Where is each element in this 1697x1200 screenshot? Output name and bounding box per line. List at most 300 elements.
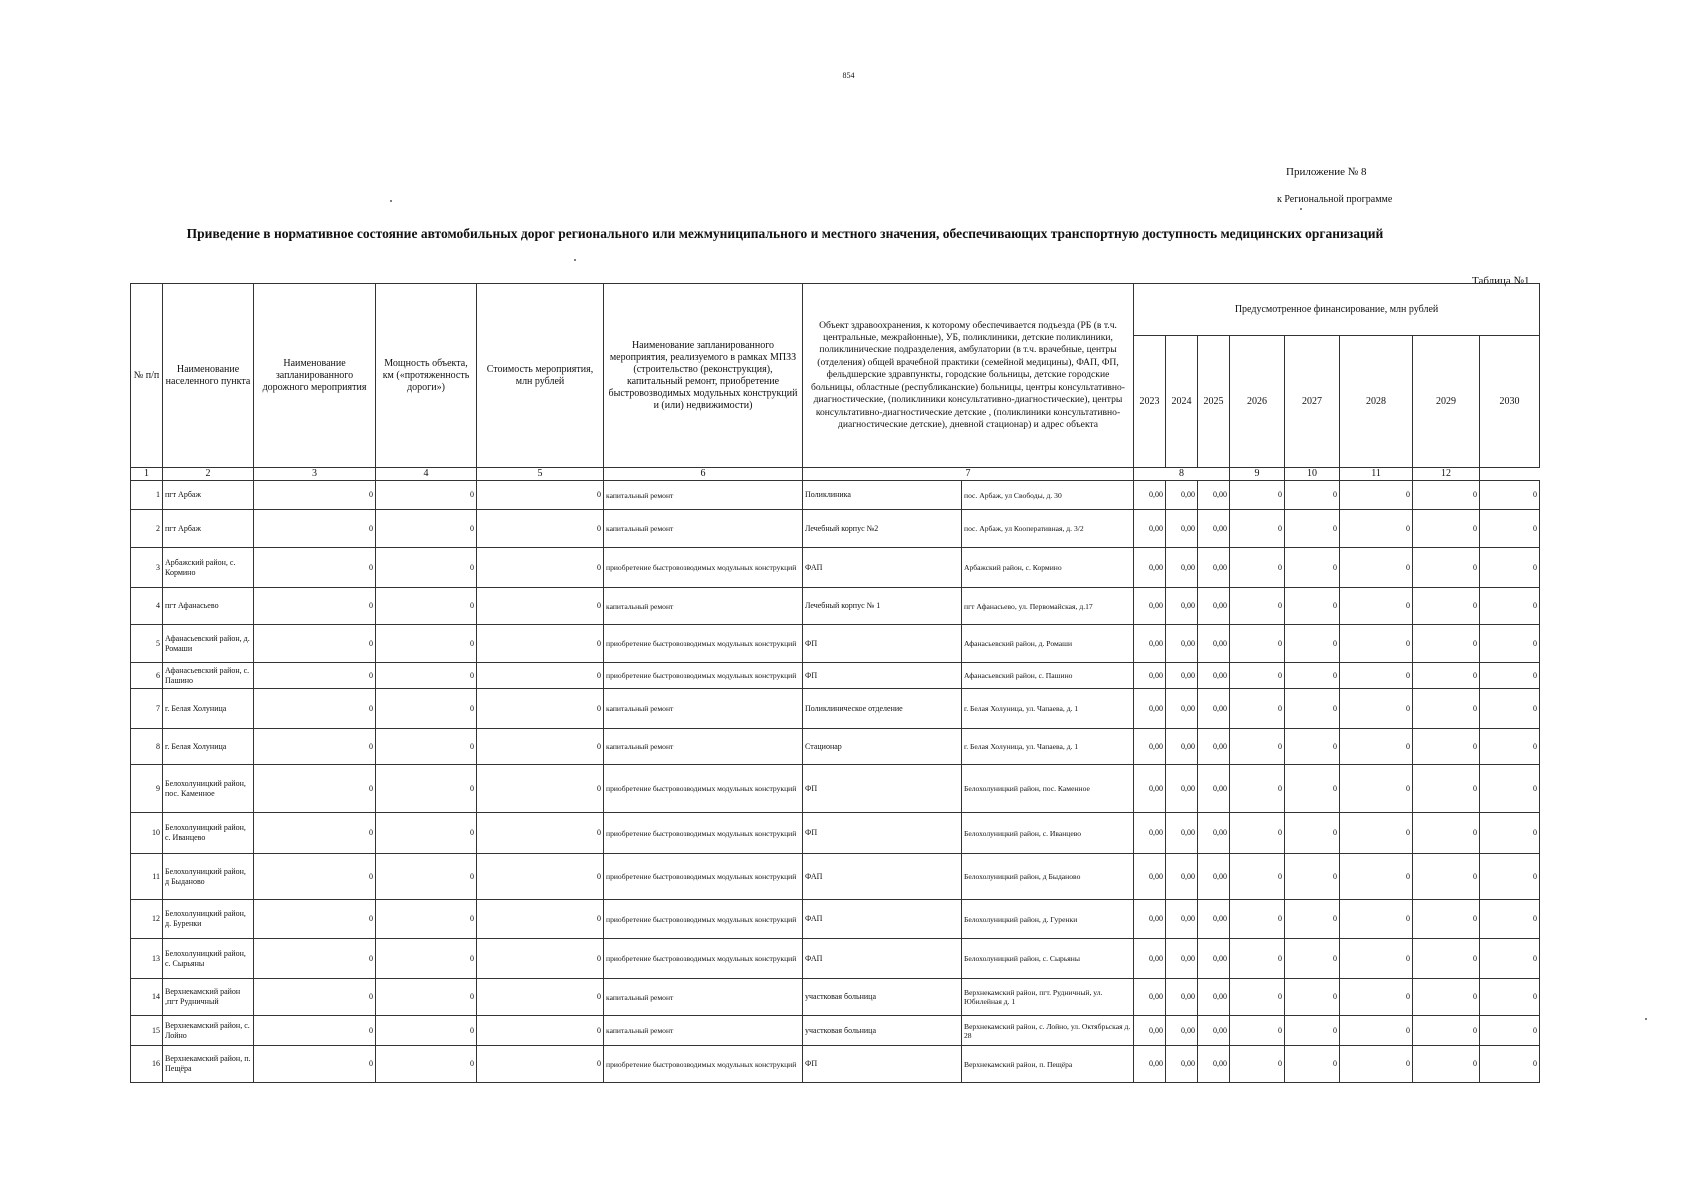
- financing-2023-cell: 0,00: [1134, 510, 1166, 548]
- settlement-cell: Верхнекамский район, п. Пещёра: [163, 1046, 254, 1083]
- financing-2028-cell: 0: [1340, 588, 1413, 625]
- financing-2024-cell: 0,00: [1166, 548, 1198, 588]
- mpzz-event-cell: приобретение быстровозводимых модульных конструкций: [604, 813, 803, 854]
- financing-2023-cell: 0,00: [1134, 481, 1166, 510]
- header-capacity: Мощность объекта, км («протяженность дороги»): [376, 284, 477, 468]
- financing-2028-cell: 0: [1340, 510, 1413, 548]
- scan-speck: [1645, 1018, 1647, 1020]
- road-event-cell: 0: [254, 854, 376, 900]
- cost-cell: 0: [477, 689, 604, 729]
- health-object-cell: Стационар: [803, 729, 962, 765]
- financing-2024-cell: 0,00: [1166, 900, 1198, 939]
- settlement-cell: г. Белая Холуница: [163, 729, 254, 765]
- column-number: 4: [376, 468, 477, 481]
- financing-2023-cell: 0,00: [1134, 588, 1166, 625]
- cost-cell: 0: [477, 1016, 604, 1046]
- cost-cell: 0: [477, 765, 604, 813]
- row-number: 10: [131, 813, 163, 854]
- mpzz-event-cell: капитальный ремонт: [604, 729, 803, 765]
- health-object-cell: ФАП: [803, 939, 962, 979]
- cost-cell: 0: [477, 813, 604, 854]
- address-cell: пос. Арбаж, ул Кооперативная, д. 3/2: [962, 510, 1134, 548]
- capacity-cell: 0: [376, 481, 477, 510]
- header-year: 2025: [1198, 336, 1230, 468]
- address-cell: Арбажский район, с. Кормино: [962, 548, 1134, 588]
- financing-2028-cell: 0: [1340, 854, 1413, 900]
- financing-2026-cell: 0: [1230, 1046, 1285, 1083]
- financing-2030-cell: 0: [1480, 979, 1540, 1016]
- financing-2029-cell: 0: [1413, 663, 1480, 689]
- column-number: 2: [163, 468, 254, 481]
- header-health-object: Объект здравоохранения, к которому обеспечивается подъезда (РБ (в т.ч. центральные, межрайонные), УБ, поликлиники, детские поликлиники, поликлинические подразделения, амбулатории (в т.ч. врачебные, центры (отделения) общей врачебной практики (семейной медицины), ФАП, ФП, фельдшерские здравпункты, городские больницы, детские городские больницы, областные (республиканские) больницы, центры консультативно-диагностические, (поликлиники консультативно-диагностические), центры консультативно-диагностические детские , (поликлиники консультативно-диагностические детские), дневной стационар) и адрес объекта: [803, 284, 1134, 468]
- financing-2026-cell: 0: [1230, 729, 1285, 765]
- financing-2025-cell: 0,00: [1198, 900, 1230, 939]
- table-body: [131, 481, 1540, 1083]
- financing-2030-cell: 0: [1480, 510, 1540, 548]
- financing-2028-cell: 0: [1340, 548, 1413, 588]
- financing-2029-cell: 0: [1413, 1016, 1480, 1046]
- header-year: 2029: [1413, 336, 1480, 468]
- financing-2030-cell: 0: [1480, 854, 1540, 900]
- financing-2025-cell: 0,00: [1198, 1046, 1230, 1083]
- health-object-cell: ФП: [803, 663, 962, 689]
- row-number: 13: [131, 939, 163, 979]
- settlement-cell: Белохолуницкий район, д. Буренки: [163, 900, 254, 939]
- table-row: [131, 689, 1540, 729]
- financing-2024-cell: 0,00: [1166, 813, 1198, 854]
- mpzz-event-cell: приобретение быстровозводимых модульных конструкций: [604, 900, 803, 939]
- mpzz-event-cell: приобретение быстровозводимых модульных конструкций: [604, 765, 803, 813]
- financing-2023-cell: 0,00: [1134, 854, 1166, 900]
- header-financing: Предусмотренное финансирование, млн рублей: [1134, 284, 1540, 336]
- capacity-cell: 0: [376, 548, 477, 588]
- cost-cell: 0: [477, 663, 604, 689]
- appendix-subtitle: к Региональной программе: [1277, 194, 1393, 205]
- financing-2024-cell: 0,00: [1166, 939, 1198, 979]
- health-object-cell: ФП: [803, 765, 962, 813]
- capacity-cell: 0: [376, 588, 477, 625]
- health-object-cell: ФП: [803, 625, 962, 663]
- financing-2026-cell: 0: [1230, 625, 1285, 663]
- financing-2028-cell: 0: [1340, 813, 1413, 854]
- road-event-cell: 0: [254, 729, 376, 765]
- cost-cell: 0: [477, 979, 604, 1016]
- health-object-cell: ФАП: [803, 854, 962, 900]
- column-number: 6: [604, 468, 803, 481]
- financing-2024-cell: 0,00: [1166, 854, 1198, 900]
- financing-2026-cell: 0: [1230, 979, 1285, 1016]
- mpzz-event-cell: приобретение быстровозводимых модульных конструкций: [604, 663, 803, 689]
- mpzz-event-cell: приобретение быстровозводимых модульных конструкций: [604, 1046, 803, 1083]
- header-year: 2027: [1285, 336, 1340, 468]
- cost-cell: 0: [477, 900, 604, 939]
- financing-2026-cell: 0: [1230, 939, 1285, 979]
- row-number: 7: [131, 689, 163, 729]
- settlement-cell: г. Белая Холуница: [163, 689, 254, 729]
- financing-2028-cell: 0: [1340, 1046, 1413, 1083]
- table-row: [131, 939, 1540, 979]
- financing-2030-cell: 0: [1480, 813, 1540, 854]
- financing-2024-cell: 0,00: [1166, 625, 1198, 663]
- scan-speck: [574, 259, 576, 261]
- financing-2027-cell: 0: [1285, 663, 1340, 689]
- header-year: 2028: [1340, 336, 1413, 468]
- financing-2028-cell: 0: [1340, 689, 1413, 729]
- row-number: 8: [131, 729, 163, 765]
- financing-2023-cell: 0,00: [1134, 625, 1166, 663]
- settlement-cell: Афанасьевский район, с. Пашино: [163, 663, 254, 689]
- capacity-cell: 0: [376, 939, 477, 979]
- mpzz-event-cell: приобретение быстровозводимых модульных конструкций: [604, 939, 803, 979]
- financing-2030-cell: 0: [1480, 939, 1540, 979]
- cost-cell: 0: [477, 1046, 604, 1083]
- financing-2027-cell: 0: [1285, 548, 1340, 588]
- column-number: 9: [1230, 468, 1285, 481]
- table-label: Таблица №1: [1472, 275, 1530, 287]
- column-number: 10: [1285, 468, 1340, 481]
- financing-2030-cell: 0: [1480, 663, 1540, 689]
- financing-2025-cell: 0,00: [1198, 689, 1230, 729]
- financing-2026-cell: 0: [1230, 900, 1285, 939]
- mpzz-event-cell: приобретение быстровозводимых модульных конструкций: [604, 548, 803, 588]
- financing-2025-cell: 0,00: [1198, 548, 1230, 588]
- mpzz-event-cell: капитальный ремонт: [604, 689, 803, 729]
- table-row: [131, 588, 1540, 625]
- address-cell: г. Белая Холуница, ул. Чапаева, д. 1: [962, 689, 1134, 729]
- capacity-cell: 0: [376, 900, 477, 939]
- settlement-cell: Арбажский район, с. Кормино: [163, 548, 254, 588]
- road-event-cell: 0: [254, 979, 376, 1016]
- table-row: [131, 1046, 1540, 1083]
- health-object-cell: Поликлиника: [803, 481, 962, 510]
- road-event-cell: 0: [254, 813, 376, 854]
- financing-2030-cell: 0: [1480, 548, 1540, 588]
- address-cell: Афанасьевский район, с. Пашино: [962, 663, 1134, 689]
- row-number: 1: [131, 481, 163, 510]
- financing-2029-cell: 0: [1413, 900, 1480, 939]
- financing-2030-cell: 0: [1480, 1046, 1540, 1083]
- road-event-cell: 0: [254, 765, 376, 813]
- mpzz-event-cell: приобретение быстровозводимых модульных конструкций: [604, 854, 803, 900]
- financing-2025-cell: 0,00: [1198, 765, 1230, 813]
- header-year: 2030: [1480, 336, 1540, 468]
- row-number: 3: [131, 548, 163, 588]
- road-event-cell: 0: [254, 481, 376, 510]
- financing-2024-cell: 0,00: [1166, 588, 1198, 625]
- road-event-cell: 0: [254, 1016, 376, 1046]
- financing-2024-cell: 0,00: [1166, 510, 1198, 548]
- settlement-cell: Белохолуницкий район, с. Сырьяны: [163, 939, 254, 979]
- road-event-cell: 0: [254, 900, 376, 939]
- financing-2023-cell: 0,00: [1134, 900, 1166, 939]
- mpzz-event-cell: капитальный ремонт: [604, 1016, 803, 1046]
- row-number: 11: [131, 854, 163, 900]
- road-event-cell: 0: [254, 663, 376, 689]
- financing-2028-cell: 0: [1340, 663, 1413, 689]
- column-number-row: [131, 468, 1540, 481]
- column-number: 12: [1413, 468, 1480, 481]
- financing-2029-cell: 0: [1413, 548, 1480, 588]
- financing-2026-cell: 0: [1230, 510, 1285, 548]
- row-number: 2: [131, 510, 163, 548]
- road-event-cell: 0: [254, 625, 376, 663]
- header-year: 2026: [1230, 336, 1285, 468]
- mpzz-event-cell: капитальный ремонт: [604, 979, 803, 1016]
- header-settlement: Наименование населенного пункта: [163, 284, 254, 468]
- financing-2027-cell: 0: [1285, 813, 1340, 854]
- financing-2025-cell: 0,00: [1198, 813, 1230, 854]
- financing-2025-cell: 0,00: [1198, 588, 1230, 625]
- financing-2026-cell: 0: [1230, 813, 1285, 854]
- financing-2024-cell: 0,00: [1166, 689, 1198, 729]
- capacity-cell: 0: [376, 813, 477, 854]
- row-number: 14: [131, 979, 163, 1016]
- cost-cell: 0: [477, 548, 604, 588]
- health-object-cell: Лечебный корпус №2: [803, 510, 962, 548]
- financing-2027-cell: 0: [1285, 1016, 1340, 1046]
- financing-2028-cell: 0: [1340, 481, 1413, 510]
- financing-2027-cell: 0: [1285, 588, 1340, 625]
- financing-2027-cell: 0: [1285, 765, 1340, 813]
- column-number: 1: [131, 468, 163, 481]
- road-event-cell: 0: [254, 939, 376, 979]
- financing-2030-cell: 0: [1480, 729, 1540, 765]
- cost-cell: 0: [477, 854, 604, 900]
- settlement-cell: Белохолуницкий район, пос. Каменное: [163, 765, 254, 813]
- table-row: [131, 854, 1540, 900]
- financing-2023-cell: 0,00: [1134, 765, 1166, 813]
- column-number: 11: [1340, 468, 1413, 481]
- capacity-cell: 0: [376, 979, 477, 1016]
- mpzz-event-cell: капитальный ремонт: [604, 588, 803, 625]
- row-number: 16: [131, 1046, 163, 1083]
- financing-2029-cell: 0: [1413, 588, 1480, 625]
- cost-cell: 0: [477, 588, 604, 625]
- cost-cell: 0: [477, 729, 604, 765]
- financing-2027-cell: 0: [1285, 510, 1340, 548]
- table-row: [131, 625, 1540, 663]
- capacity-cell: 0: [376, 689, 477, 729]
- address-cell: Белохолуницкий район, с. Иванцево: [962, 813, 1134, 854]
- road-event-cell: 0: [254, 548, 376, 588]
- financing-2024-cell: 0,00: [1166, 765, 1198, 813]
- table-row: [131, 813, 1540, 854]
- cost-cell: 0: [477, 481, 604, 510]
- road-event-cell: 0: [254, 1046, 376, 1083]
- settlement-cell: Афанасьевский район, д. Ромаши: [163, 625, 254, 663]
- address-cell: Афанасьевский район, д. Ромаши: [962, 625, 1134, 663]
- table-row: [131, 510, 1540, 548]
- financing-table: [130, 283, 1540, 1083]
- header-year: 2024: [1166, 336, 1198, 468]
- mpzz-event-cell: капитальный ремонт: [604, 481, 803, 510]
- financing-2029-cell: 0: [1413, 979, 1480, 1016]
- financing-2030-cell: 0: [1480, 765, 1540, 813]
- financing-2025-cell: 0,00: [1198, 1016, 1230, 1046]
- address-cell: Белохолуницкий район, пос. Каменное: [962, 765, 1134, 813]
- capacity-cell: 0: [376, 1046, 477, 1083]
- column-number: 5: [477, 468, 604, 481]
- financing-2030-cell: 0: [1480, 625, 1540, 663]
- financing-2029-cell: 0: [1413, 854, 1480, 900]
- financing-2028-cell: 0: [1340, 979, 1413, 1016]
- table-row: [131, 548, 1540, 588]
- header-cost: Стоимость мероприятия, млн рублей: [477, 284, 604, 468]
- financing-2023-cell: 0,00: [1134, 729, 1166, 765]
- address-cell: пос. Арбаж, ул Свободы, д. 30: [962, 481, 1134, 510]
- settlement-cell: пгт Арбаж: [163, 510, 254, 548]
- financing-2027-cell: 0: [1285, 481, 1340, 510]
- financing-2025-cell: 0,00: [1198, 979, 1230, 1016]
- financing-2024-cell: 0,00: [1166, 979, 1198, 1016]
- financing-2025-cell: 0,00: [1198, 510, 1230, 548]
- header-row: [131, 284, 1540, 336]
- financing-2023-cell: 0,00: [1134, 1046, 1166, 1083]
- financing-2024-cell: 0,00: [1166, 481, 1198, 510]
- financing-2026-cell: 0: [1230, 854, 1285, 900]
- financing-2023-cell: 0,00: [1134, 689, 1166, 729]
- cost-cell: 0: [477, 625, 604, 663]
- road-event-cell: 0: [254, 689, 376, 729]
- financing-2030-cell: 0: [1480, 481, 1540, 510]
- table-row: [131, 663, 1540, 689]
- capacity-cell: 0: [376, 663, 477, 689]
- financing-2027-cell: 0: [1285, 900, 1340, 939]
- financing-2028-cell: 0: [1340, 1016, 1413, 1046]
- health-object-cell: ФАП: [803, 548, 962, 588]
- settlement-cell: Белохолуницкий район, с. Иванцево: [163, 813, 254, 854]
- financing-2029-cell: 0: [1413, 481, 1480, 510]
- health-object-cell: ФП: [803, 1046, 962, 1083]
- health-object-cell: ФАП: [803, 900, 962, 939]
- header-mpzz-event: Наименование запланированного мероприятия, реализуемого в рамках МПЗЗ (строительство (реконструкция), капитальный ремонт, приобретение быстровозводимых модульных конструкций и (или) недвижимости): [604, 284, 803, 468]
- financing-2023-cell: 0,00: [1134, 663, 1166, 689]
- address-cell: г. Белая Холуница, ул. Чапаева, д. 1: [962, 729, 1134, 765]
- header-road-event: Наименование запланированного дорожного мероприятия: [254, 284, 376, 468]
- capacity-cell: 0: [376, 729, 477, 765]
- settlement-cell: пгт Афанасьево: [163, 588, 254, 625]
- financing-2023-cell: 0,00: [1134, 1016, 1166, 1046]
- address-cell: Белохолуницкий район, д Быданово: [962, 854, 1134, 900]
- address-cell: пгт Афанасьево, ул. Первомайская, д.17: [962, 588, 1134, 625]
- row-number: 5: [131, 625, 163, 663]
- financing-2028-cell: 0: [1340, 900, 1413, 939]
- health-object-cell: Лечебный корпус № 1: [803, 588, 962, 625]
- health-object-cell: участковая больница: [803, 1016, 962, 1046]
- financing-2026-cell: 0: [1230, 663, 1285, 689]
- capacity-cell: 0: [376, 510, 477, 548]
- column-number: 7: [803, 468, 1134, 481]
- road-event-cell: 0: [254, 510, 376, 548]
- financing-2024-cell: 0,00: [1166, 729, 1198, 765]
- capacity-cell: 0: [376, 765, 477, 813]
- financing-2029-cell: 0: [1413, 510, 1480, 548]
- row-number: 6: [131, 663, 163, 689]
- financing-2025-cell: 0,00: [1198, 729, 1230, 765]
- financing-2028-cell: 0: [1340, 765, 1413, 813]
- scan-speck: [390, 200, 392, 202]
- financing-2029-cell: 0: [1413, 813, 1480, 854]
- financing-2023-cell: 0,00: [1134, 979, 1166, 1016]
- financing-2025-cell: 0,00: [1198, 854, 1230, 900]
- settlement-cell: Верхнекамский район ,пгт Рудничный: [163, 979, 254, 1016]
- column-number: 3: [254, 468, 376, 481]
- cost-cell: 0: [477, 510, 604, 548]
- financing-2029-cell: 0: [1413, 729, 1480, 765]
- financing-2023-cell: 0,00: [1134, 939, 1166, 979]
- header-year: 2023: [1134, 336, 1166, 468]
- financing-2027-cell: 0: [1285, 939, 1340, 979]
- financing-2024-cell: 0,00: [1166, 1016, 1198, 1046]
- financing-2025-cell: 0,00: [1198, 481, 1230, 510]
- health-object-cell: участковая больница: [803, 979, 962, 1016]
- financing-2030-cell: 0: [1480, 900, 1540, 939]
- financing-2027-cell: 0: [1285, 854, 1340, 900]
- financing-2029-cell: 0: [1413, 625, 1480, 663]
- address-cell: Верхнекамский район, пгт. Рудничный, ул. Юбилейная д. 1: [962, 979, 1134, 1016]
- header-no: № п/п: [131, 284, 163, 468]
- cost-cell: 0: [477, 939, 604, 979]
- mpzz-event-cell: приобретение быстровозводимых модульных конструкций: [604, 625, 803, 663]
- table-row: [131, 481, 1540, 510]
- financing-2027-cell: 0: [1285, 625, 1340, 663]
- settlement-cell: Белохолуницкий район, д Быданово: [163, 854, 254, 900]
- settlement-cell: Верхнекамский район, с. Лойно: [163, 1016, 254, 1046]
- financing-2023-cell: 0,00: [1134, 813, 1166, 854]
- address-cell: Белохолуницкий район, с. Сырьяны: [962, 939, 1134, 979]
- capacity-cell: 0: [376, 854, 477, 900]
- financing-2023-cell: 0,00: [1134, 548, 1166, 588]
- financing-2027-cell: 0: [1285, 1046, 1340, 1083]
- financing-2029-cell: 0: [1413, 689, 1480, 729]
- row-number: 15: [131, 1016, 163, 1046]
- financing-2026-cell: 0: [1230, 548, 1285, 588]
- financing-2026-cell: 0: [1230, 588, 1285, 625]
- financing-2027-cell: 0: [1285, 689, 1340, 729]
- financing-2027-cell: 0: [1285, 729, 1340, 765]
- financing-2026-cell: 0: [1230, 689, 1285, 729]
- scan-speck: [1300, 208, 1302, 210]
- address-cell: Белохолуницкий район, д. Гуренки: [962, 900, 1134, 939]
- financing-2025-cell: 0,00: [1198, 939, 1230, 979]
- financing-2026-cell: 0: [1230, 1016, 1285, 1046]
- table-row: [131, 1016, 1540, 1046]
- address-cell: Верхнекамский район, п. Пещёра: [962, 1046, 1134, 1083]
- row-number: 12: [131, 900, 163, 939]
- financing-2029-cell: 0: [1413, 765, 1480, 813]
- financing-2024-cell: 0,00: [1166, 1046, 1198, 1083]
- financing-2029-cell: 0: [1413, 939, 1480, 979]
- financing-2026-cell: 0: [1230, 481, 1285, 510]
- health-object-cell: Поликлиническое отделение: [803, 689, 962, 729]
- financing-2029-cell: 0: [1413, 1046, 1480, 1083]
- address-cell: Верхнекамский район, с. Лойно, ул. Октябрьская д. 28: [962, 1016, 1134, 1046]
- capacity-cell: 0: [376, 1016, 477, 1046]
- financing-2028-cell: 0: [1340, 729, 1413, 765]
- financing-2030-cell: 0: [1480, 588, 1540, 625]
- row-number: 4: [131, 588, 163, 625]
- appendix-label: Приложение № 8: [1286, 166, 1367, 178]
- financing-2028-cell: 0: [1340, 625, 1413, 663]
- page-number: 854: [842, 71, 855, 80]
- road-event-cell: 0: [254, 588, 376, 625]
- table-row: [131, 765, 1540, 813]
- financing-2026-cell: 0: [1230, 765, 1285, 813]
- financing-2027-cell: 0: [1285, 979, 1340, 1016]
- table-row: [131, 979, 1540, 1016]
- capacity-cell: 0: [376, 625, 477, 663]
- column-number: 8: [1134, 468, 1230, 481]
